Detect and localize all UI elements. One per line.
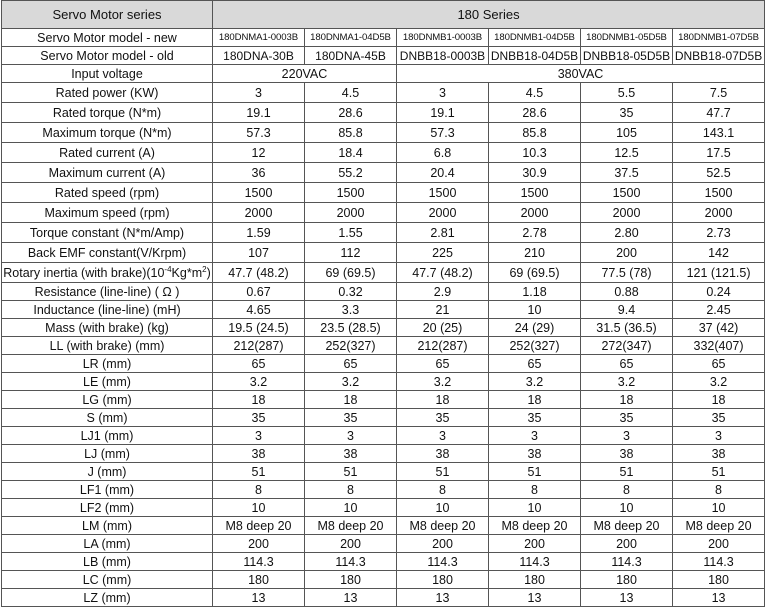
series-header-row [2, 1, 765, 29]
model-new-cell: 180DNMA1-04D5B [305, 29, 397, 47]
value-cell: 52.5 [673, 163, 765, 183]
servo-spec-table [1, 0, 765, 607]
row-label: J (mm) [2, 463, 213, 481]
spec-row [2, 535, 765, 553]
value-cell: 18 [305, 391, 397, 409]
value-cell: 2000 [213, 203, 305, 223]
row-label: Rated torque (N*m) [2, 103, 213, 123]
value-cell: M8 deep 20 [489, 517, 581, 535]
row-label: Resistance (line-line) ( Ω ) [2, 283, 213, 301]
spec-row [2, 123, 765, 143]
label-part: Kg*m [171, 265, 203, 280]
value-cell: 0.24 [673, 283, 765, 301]
value-cell: 38 [213, 445, 305, 463]
model-old-cell: DNBB18-0003B [397, 47, 489, 65]
value-cell: 36 [213, 163, 305, 183]
value-cell: 65 [397, 355, 489, 373]
value-cell: 112 [305, 243, 397, 263]
row-label: Input voltage [2, 65, 213, 83]
value-cell: 252(327) [305, 337, 397, 355]
value-cell: 1500 [673, 183, 765, 203]
value-cell: 200 [581, 243, 673, 263]
value-cell: 65 [673, 355, 765, 373]
value-cell: 2000 [673, 203, 765, 223]
row-label: LJ1 (mm) [2, 427, 213, 445]
value-cell: 35 [673, 409, 765, 427]
value-cell: 2000 [305, 203, 397, 223]
model-new-cell: 180DNMB1-05D5B [581, 29, 673, 47]
value-cell: 57.3 [213, 123, 305, 143]
value-cell: 200 [397, 535, 489, 553]
spec-row [2, 163, 765, 183]
value-cell: 65 [489, 355, 581, 373]
value-cell: 3 [489, 427, 581, 445]
value-cell: 85.8 [305, 123, 397, 143]
model-old-row [2, 47, 765, 65]
row-label: Servo Motor model - old [2, 47, 213, 65]
model-old-cell: 180DNA-45B [305, 47, 397, 65]
row-label: Back EMF constant(V/Krpm) [2, 243, 213, 263]
value-cell: 4.5 [305, 83, 397, 103]
value-cell: 20.4 [397, 163, 489, 183]
value-cell: 30.9 [489, 163, 581, 183]
value-cell: 3 [397, 83, 489, 103]
spec-row [2, 143, 765, 163]
value-cell: 180 [213, 571, 305, 589]
value-cell: 65 [581, 355, 673, 373]
value-cell: 1.18 [489, 283, 581, 301]
value-cell: 51 [581, 463, 673, 481]
value-cell: 18 [397, 391, 489, 409]
row-label: LC (mm) [2, 571, 213, 589]
value-cell: 3.2 [673, 373, 765, 391]
value-cell: 142 [673, 243, 765, 263]
value-cell: 21 [397, 301, 489, 319]
spec-row [2, 589, 765, 607]
value-cell: 10 [581, 499, 673, 517]
value-cell: 1500 [397, 183, 489, 203]
value-cell: 332(407) [673, 337, 765, 355]
value-cell: 272(347) [581, 337, 673, 355]
value-cell: 3 [213, 83, 305, 103]
value-cell: 1500 [305, 183, 397, 203]
value-cell: 13 [305, 589, 397, 607]
spec-row [2, 283, 765, 301]
row-label: Inductance (line-line) (mH) [2, 301, 213, 319]
value-cell: 7.5 [673, 83, 765, 103]
unit-exponent: 2 [202, 264, 207, 274]
value-cell: 69 (69.5) [489, 263, 581, 283]
value-cell: 8 [305, 481, 397, 499]
input-voltage-row [2, 65, 765, 83]
model-old-cell: 180DNA-30B [213, 47, 305, 65]
value-cell: 13 [673, 589, 765, 607]
value-cell: 38 [397, 445, 489, 463]
value-cell: 2000 [397, 203, 489, 223]
model-old-cell: DNBB18-07D5B [673, 47, 765, 65]
row-label [2, 263, 213, 283]
value-cell: M8 deep 20 [581, 517, 673, 535]
unit-exponent: -4 [164, 264, 172, 274]
value-cell: 18.4 [305, 143, 397, 163]
row-label: LR (mm) [2, 355, 213, 373]
value-cell: 10 [305, 499, 397, 517]
value-cell: 65 [213, 355, 305, 373]
value-cell: 2.81 [397, 223, 489, 243]
value-cell: 114.3 [213, 553, 305, 571]
spec-row [2, 409, 765, 427]
value-cell: 4.5 [489, 83, 581, 103]
value-cell: 3 [213, 427, 305, 445]
spec-row [2, 391, 765, 409]
value-cell: 3.2 [581, 373, 673, 391]
value-cell: 1500 [213, 183, 305, 203]
value-cell: 1500 [489, 183, 581, 203]
value-cell: M8 deep 20 [213, 517, 305, 535]
value-cell: 3.3 [305, 301, 397, 319]
value-cell: 19.5 (24.5) [213, 319, 305, 337]
value-cell: 252(327) [489, 337, 581, 355]
value-cell: 200 [673, 535, 765, 553]
series-header-label: Servo Motor series [2, 1, 213, 29]
value-cell: 8 [581, 481, 673, 499]
spec-row [2, 301, 765, 319]
spec-row [2, 183, 765, 203]
value-cell: 55.2 [305, 163, 397, 183]
value-cell: M8 deep 20 [673, 517, 765, 535]
value-cell: 2.9 [397, 283, 489, 301]
value-cell: 1.55 [305, 223, 397, 243]
value-cell: 3.2 [213, 373, 305, 391]
spec-row [2, 463, 765, 481]
value-cell: 47.7 (48.2) [213, 263, 305, 283]
value-cell: 212(287) [397, 337, 489, 355]
label-part: Rotary inertia (with brake)(10 [3, 265, 165, 280]
spec-row [2, 445, 765, 463]
value-cell: 114.3 [673, 553, 765, 571]
value-cell: 3.2 [397, 373, 489, 391]
row-label: LB (mm) [2, 553, 213, 571]
spec-row [2, 517, 765, 535]
value-cell: 3.2 [305, 373, 397, 391]
value-cell: 12 [213, 143, 305, 163]
value-cell: 12.5 [581, 143, 673, 163]
spec-row [2, 337, 765, 355]
value-cell: 85.8 [489, 123, 581, 143]
row-label: Mass (with brake) (kg) [2, 319, 213, 337]
value-cell: 180 [673, 571, 765, 589]
row-label: Rated speed (rpm) [2, 183, 213, 203]
value-cell: 8 [673, 481, 765, 499]
value-cell: 47.7 [673, 103, 765, 123]
value-cell: 8 [489, 481, 581, 499]
row-label: Rated current (A) [2, 143, 213, 163]
series-title: 180 Series [213, 1, 765, 29]
row-label: Servo Motor model - new [2, 29, 213, 47]
value-cell: 2.78 [489, 223, 581, 243]
value-cell: 1.59 [213, 223, 305, 243]
value-cell: 212(287) [213, 337, 305, 355]
row-label: LE (mm) [2, 373, 213, 391]
value-cell: 51 [305, 463, 397, 481]
spec-row [2, 243, 765, 263]
spec-row [2, 499, 765, 517]
row-label: Maximum speed (rpm) [2, 203, 213, 223]
model-new-cell: 180DNMB1-04D5B [489, 29, 581, 47]
model-old-cell: DNBB18-04D5B [489, 47, 581, 65]
value-cell: 2000 [581, 203, 673, 223]
spec-row [2, 373, 765, 391]
value-cell: 47.7 (48.2) [397, 263, 489, 283]
row-label: Maximum current (A) [2, 163, 213, 183]
spec-row [2, 223, 765, 243]
value-cell: 2.45 [673, 301, 765, 319]
value-cell: 10 [489, 301, 581, 319]
value-cell: 35 [305, 409, 397, 427]
value-cell: 13 [213, 589, 305, 607]
spec-row [2, 355, 765, 373]
row-label: Rated power (KW) [2, 83, 213, 103]
value-cell: 69 (69.5) [305, 263, 397, 283]
rotary-inertia-row [2, 263, 765, 283]
value-cell: M8 deep 20 [397, 517, 489, 535]
value-cell: 13 [581, 589, 673, 607]
spec-row [2, 103, 765, 123]
row-label: LM (mm) [2, 517, 213, 535]
value-cell: 65 [305, 355, 397, 373]
value-cell: 18 [673, 391, 765, 409]
value-cell: 10.3 [489, 143, 581, 163]
voltage-220: 220VAC [213, 65, 397, 83]
value-cell: 38 [305, 445, 397, 463]
value-cell: 18 [489, 391, 581, 409]
label-part: ) [206, 265, 211, 280]
spec-row [2, 571, 765, 589]
row-label: LF1 (mm) [2, 481, 213, 499]
value-cell: 37.5 [581, 163, 673, 183]
value-cell: 19.1 [213, 103, 305, 123]
value-cell: 180 [397, 571, 489, 589]
value-cell: 35 [581, 103, 673, 123]
value-cell: 143.1 [673, 123, 765, 143]
value-cell: 1500 [581, 183, 673, 203]
value-cell: 8 [397, 481, 489, 499]
row-label: Maximum torque (N*m) [2, 123, 213, 143]
value-cell: 0.67 [213, 283, 305, 301]
value-cell: 0.88 [581, 283, 673, 301]
value-cell: 13 [489, 589, 581, 607]
value-cell: 3 [673, 427, 765, 445]
value-cell: 180 [581, 571, 673, 589]
value-cell: 51 [397, 463, 489, 481]
row-label: S (mm) [2, 409, 213, 427]
value-cell: 38 [673, 445, 765, 463]
value-cell: 121 (121.5) [673, 263, 765, 283]
value-cell: 4.65 [213, 301, 305, 319]
value-cell: 200 [581, 535, 673, 553]
value-cell: 57.3 [397, 123, 489, 143]
value-cell: 51 [489, 463, 581, 481]
value-cell: 3.2 [489, 373, 581, 391]
row-label: LF2 (mm) [2, 499, 213, 517]
value-cell: 28.6 [489, 103, 581, 123]
value-cell: 13 [397, 589, 489, 607]
value-cell: 225 [397, 243, 489, 263]
value-cell: 10 [673, 499, 765, 517]
value-cell: 35 [397, 409, 489, 427]
value-cell: 6.8 [397, 143, 489, 163]
value-cell: 114.3 [581, 553, 673, 571]
model-new-row [2, 29, 765, 47]
value-cell: 2.73 [673, 223, 765, 243]
value-cell: 20 (25) [397, 319, 489, 337]
value-cell: 19.1 [397, 103, 489, 123]
spec-row [2, 427, 765, 445]
value-cell: 28.6 [305, 103, 397, 123]
value-cell: 10 [397, 499, 489, 517]
value-cell: 51 [673, 463, 765, 481]
value-cell: M8 deep 20 [305, 517, 397, 535]
value-cell: 114.3 [489, 553, 581, 571]
spec-row [2, 319, 765, 337]
value-cell: 9.4 [581, 301, 673, 319]
value-cell: 38 [581, 445, 673, 463]
row-label: LJ (mm) [2, 445, 213, 463]
value-cell: 37 (42) [673, 319, 765, 337]
value-cell: 114.3 [305, 553, 397, 571]
row-label: Torque constant (N*m/Amp) [2, 223, 213, 243]
value-cell: 200 [489, 535, 581, 553]
model-new-cell: 180DNMB1-07D5B [673, 29, 765, 47]
row-label: LA (mm) [2, 535, 213, 553]
spec-row [2, 83, 765, 103]
value-cell: 3 [397, 427, 489, 445]
value-cell: 17.5 [673, 143, 765, 163]
value-cell: 2000 [489, 203, 581, 223]
value-cell: 10 [489, 499, 581, 517]
value-cell: 18 [213, 391, 305, 409]
spec-row [2, 203, 765, 223]
value-cell: 18 [581, 391, 673, 409]
value-cell: 200 [213, 535, 305, 553]
model-new-cell: 180DNMB1-0003B [397, 29, 489, 47]
row-label: LZ (mm) [2, 589, 213, 607]
value-cell: 10 [213, 499, 305, 517]
value-cell: 38 [489, 445, 581, 463]
value-cell: 8 [213, 481, 305, 499]
value-cell: 23.5 (28.5) [305, 319, 397, 337]
row-label: LL (with brake) (mm) [2, 337, 213, 355]
value-cell: 0.32 [305, 283, 397, 301]
model-new-cell: 180DNMA1-0003B [213, 29, 305, 47]
value-cell: 77.5 (78) [581, 263, 673, 283]
spec-row [2, 481, 765, 499]
value-cell: 105 [581, 123, 673, 143]
value-cell: 35 [581, 409, 673, 427]
value-cell: 24 (29) [489, 319, 581, 337]
value-cell: 200 [305, 535, 397, 553]
value-cell: 114.3 [397, 553, 489, 571]
value-cell: 5.5 [581, 83, 673, 103]
model-old-cell: DNBB18-05D5B [581, 47, 673, 65]
value-cell: 35 [213, 409, 305, 427]
value-cell: 3 [305, 427, 397, 445]
value-cell: 35 [489, 409, 581, 427]
value-cell: 107 [213, 243, 305, 263]
value-cell: 210 [489, 243, 581, 263]
value-cell: 3 [581, 427, 673, 445]
value-cell: 2.80 [581, 223, 673, 243]
row-label: LG (mm) [2, 391, 213, 409]
voltage-380: 380VAC [397, 65, 765, 83]
value-cell: 31.5 (36.5) [581, 319, 673, 337]
value-cell: 51 [213, 463, 305, 481]
value-cell: 180 [489, 571, 581, 589]
value-cell: 180 [305, 571, 397, 589]
